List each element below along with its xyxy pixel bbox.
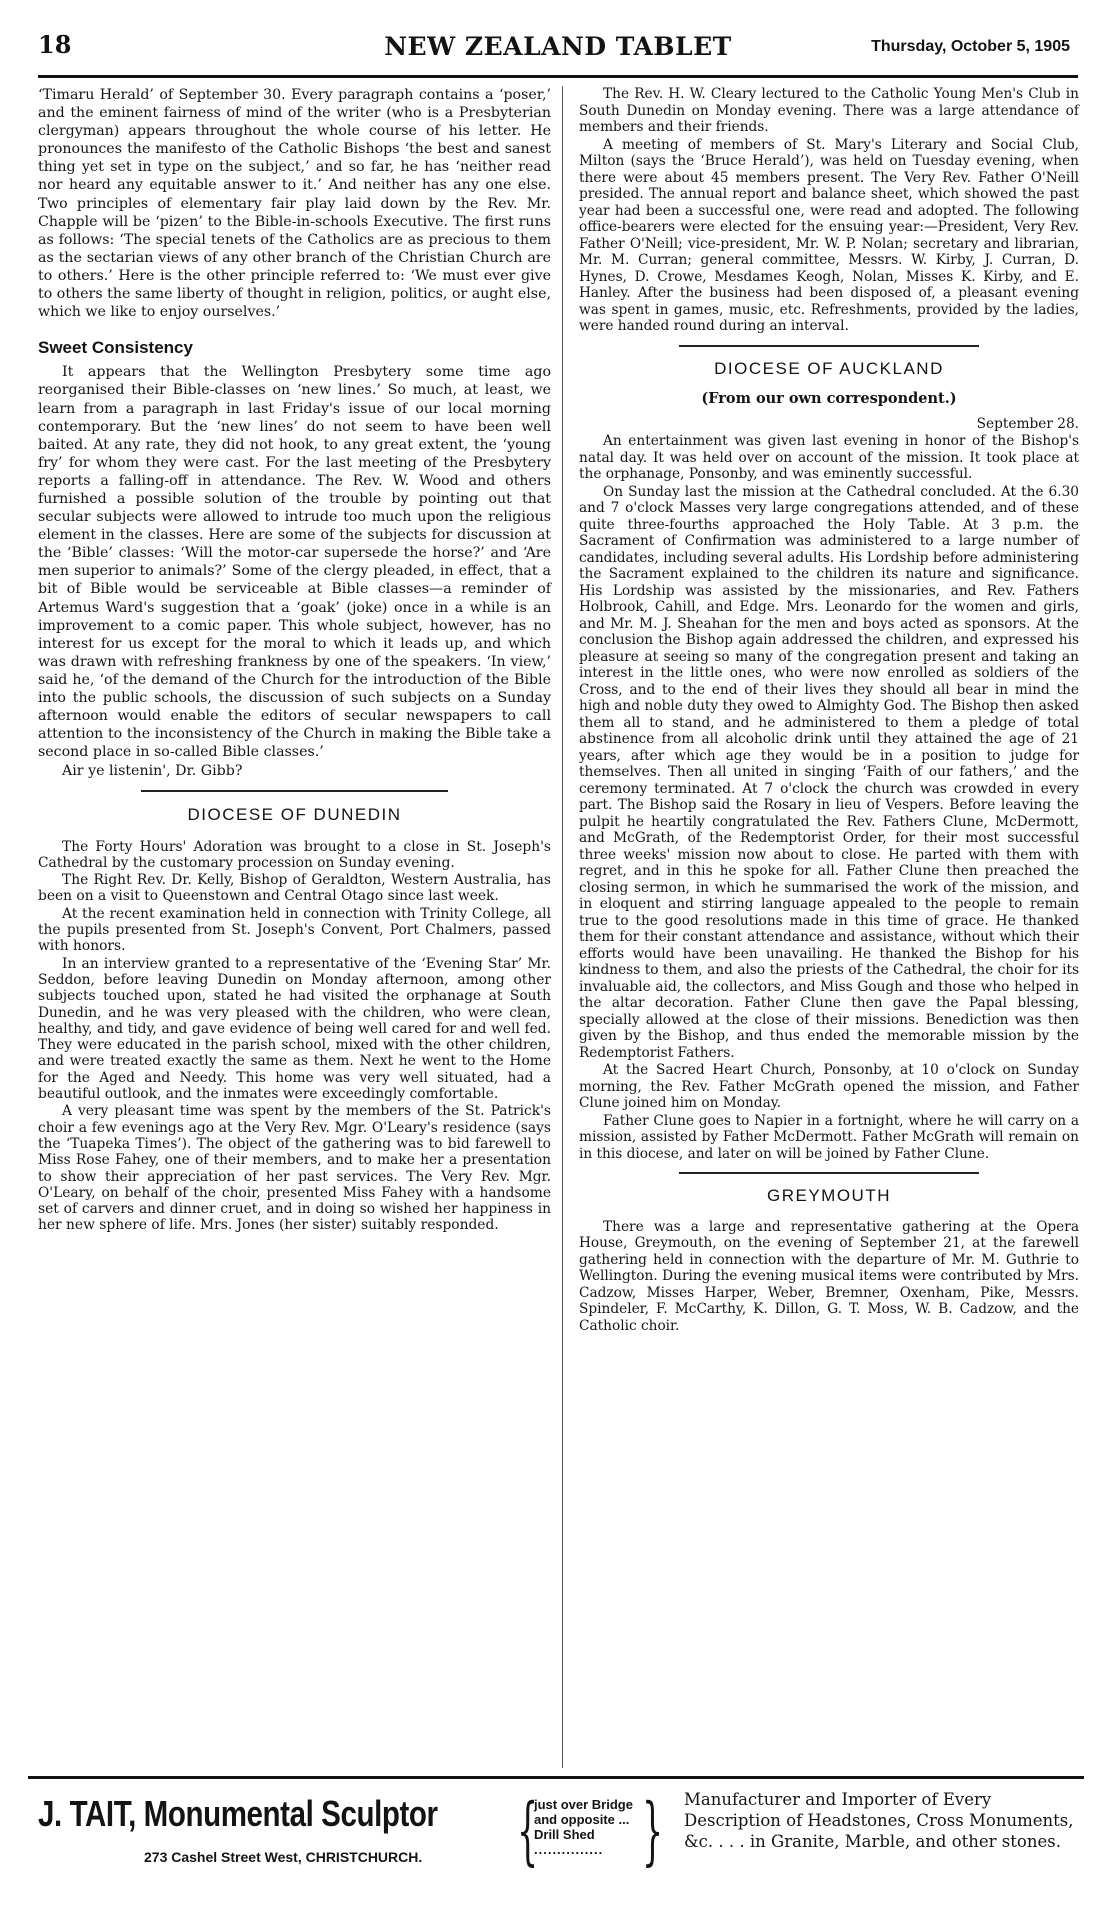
advertiser-address: 273 Cashel Street West, CHRISTCHURCH. [144, 1849, 423, 1865]
milton-club-paragraph: A meeting of members of St. Mary's Literary and Social Club, Milton (says the ‘Bruce Herald’), was held on Tuesday evening, when there were about 45 members present. The Very Rev. Father O'Neill presided. The annual report and balance sheet, which showed the past year had been a successful one, were read and adopted. The following office-bearers were elected for the ensuing year:—President, Very Rev. Father O'Neill; vice-president, Mr. W. P. Nolan; secretary and librarian, Mr. M. Curran; general committee, Messrs. W. Kirby, J. Curran, D. Hynes, D. Crowe, Mesdames Keogh, Nolan, Misses K. Kirby, and E. Hanley. After the business had been disposed of, a pleasant evening was spent in games, music, etc. Refreshments, provided by the ladies, were handed round during an interval. [579, 136, 1079, 334]
left-brace-icon: { [516, 1788, 539, 1874]
page-number: 18 [38, 30, 72, 59]
auckland-paragraph: At the Sacred Heart Church, Ponsonby, at 10 o'clock on Sunday morning, the Rev. Father McGrath opened the mission, and Father Clune joined him on Monday. [579, 1062, 1079, 1111]
location-line: Drill Shed [534, 1827, 595, 1842]
left-column [38, 86, 551, 1235]
newspaper-title: NEW ZEALAND TABLET [384, 32, 732, 61]
location-note [534, 1797, 646, 1857]
auckland-paragraph: On Sunday last the mission at the Cathedral concluded. At the 6.30 and 7 o'clock Masses very large congregations attended, and of these quite three-fourths approached the Holy Table. At 3 p.m. the Sacrament of Confirmation was administered to a large number of candidates, including several adults. His Lordship before administering the Sacrament explained to the children its nature and significance. His Lordship was assisted by the missionaries, and Rev. Fathers Holbrook, Cahill, and Edge. Mrs. Leonardo for the women and girls, and Mr. M. J. Sheahan for the men and boys acted as sponsors. At the conclusion the Bishop again addressed the children, and expressed his pleasure at seeing so many of the congregation present and taking an interest in the little ones, who were now enrolled as soldiers of the Cross, and to the end of their lives they should all bear in mind the high and noble duty they owed to Almighty God. The Bishop then asked them all to stand, and he administered to them a pledge of total abstinence from all alcoholic drink until they attained the age of 21 years, after which age they would be in a position to judge for themselves. Then all united in singing ‘Faith of our fathers,’ and the ceremony terminated. At 7 o'clock the church was crowded in every part. The Bishop said the Rosary in lieu of Vespers. Before leaving the pulpit he heartily congratulated the Rev. Fathers Clune, McDermott, and McGrath, of the Redemptorist Order, for their most successful three weeks' mission now about to close. He parted with them with regret, and in this he spoke for all. Father Clune then preached the closing sermon, in which he summarised the work of the mission, and in eloquent and stirring language appealed to the people to remain true to the good resolutions made in this time of grace. He thanked them for their constant attendance and assistance, without which their efforts would have been unavailing. He thanked the Bishop for his kindness to them, and also the priests of the Cathedral, the choir for its invaluable aid, the collectors, and Miss Gough and those who helped in the altar decoration. Father Clune then gave the Papal blessing, specially allowed at the close of their missions. Benediction was then given by the Bishop, and thus ended the memorable mission by the Redemptorist Fathers. [579, 483, 1079, 1061]
masthead [38, 18, 1078, 78]
issue-date: Thursday, October 5, 1905 [871, 38, 1070, 55]
auckland-paragraph: Father Clune goes to Napier in a fortnight, where he will carry on a mission, assisted by Father McDermott. Father McGrath will remain on in this diocese, and later on will be joined by Father Clune. [579, 1112, 1079, 1162]
dunedin-paragraph: In an interview granted to a representative of the ‘Evening Star’ Mr. Seddon, before leaving Dunedin on Monday afternoon, among other subjects touched upon, stated he had visited the orphanage at South Dunedin, and he was very pleased with the children, who were clean, healthy, and tidy, and gave evidence of being well cared for and well fed. They were educated in the parish school, mixed with the other children, and were treated exactly the same as them. Next he went to the Home for the Aged and Needy. This home was very well situated, had a beautiful outlook, and the inmates were exceedingly comfortable. [38, 955, 551, 1103]
section-divider [679, 1172, 979, 1174]
advertisement [28, 1776, 1084, 1886]
right-brace-icon: } [641, 1788, 664, 1874]
auckland-byline: (From our own correspondent.) [701, 390, 957, 407]
intro-paragraph: ‘Timaru Herald’ of September 30. Every paragraph contains a ‘poser,’ and the eminent fairness of mind of the writer (who is a Presbyterian clergyman) appears throughout the whole course of his letter. He pronounces the manifesto of the Catholic Bishops ‘the best and sanest thing yet set in type on the subject,’ and so far, he has ‘neither read nor heard any equitable answer to it.’ And neither has any one else. Two principles of elementary fair play laid down by the Rev. Mr. Chapple will be ‘pizen’ to the Bible-in-schools Executive. The first runs as follows: ‘The special tenets of the Catholics are as precious to them as the sectarian views of any other branch of the Christian Church are to others.’ Here is the other principle referred to: ‘We must ever give to others the same liberty of thought in religion, politics, or aught else, which we like to enjoy ourselves.’ [38, 87, 551, 321]
location-brace [510, 1788, 670, 1874]
location-line: just over Bridge [534, 1797, 633, 1812]
cleary-paragraph: The Rev. H. W. Cleary lectured to the Catholic Young Men's Club in South Dunedin on Monday evening. There was a large attendance of members and their friends. [579, 86, 1079, 135]
auckland-paragraph: An entertainment was given last evening in honor of the Bishop's natal day. It was held over on account of the mission. It took place at the orphanage, Ponsonby, and was eminently successful. [579, 433, 1079, 482]
dunedin-paragraph: The Forty Hours' Adoration was brought to a close in St. Joseph's Cathedral by the customary procession on Sunday evening. [38, 838, 551, 871]
dunedin-paragraph: A very pleasant time was spent by the members of the St. Patrick's choir a few evenings ago at the Very Rev. Mgr. O'Leary's residence (says the ‘Tuapeka Times’). The object of the gathering was to bid farewell to Miss Rose Fahey, one of their members, and to make her a presentation to show their appreciation of her past services. The Very Rev. Mgr. O'Leary, on behalf of the choir, presented Miss Fahey with a handsome set of carvers and dinner cruet, and in doing so wished her happiness in her new sphere of life. Mrs. Jones (her sister) suitably responded. [38, 1103, 551, 1234]
greymouth-heading: GREYMOUTH [767, 1186, 891, 1205]
section-divider [141, 790, 449, 792]
sweet-consistency-heading: Sweet Consistency [38, 338, 193, 358]
consistency-paragraph: It appears that the Wellington Presbytery some time ago reorganised their Bible-classes on ‘new lines.’ So much, at least, we learn from a paragraph in last Friday's issue of our local morning contemporary. But the ‘new lines’ do not seem to have been well baited. At any rate, they did not hook, to any great extent, the ‘young fry’ for whom they were cast. For the last meeting of the Presbytery reports a falling-off in attendance. The Rev. W. Wood and others furnished a possible solution of the trouble by pointing out that secular subjects were allowed to intrude too much upon the religious element in the classes. Here are some of the subjects for discussion at the ‘Bible’ classes: ‘Will the motor-car supersede the horse?’ and ‘Are men superior to animals?’ Some of the clergy pleaded, in effect, that a bit of Bible would be serviceable at Bible classes—a reminder of Artemus Ward's suggestion that a ‘goak’ (joke) once in a while is an improvement to a comic paper. This whole subject, however, has no interest for us except for the moral to which it leads up, and which was drawn with refreshing frankness by one of the speakers. ‘In view,’ said he, ‘of the demand of the Church for the introduction of the Bible into the public schools, the discussion of such subjects on a Sunday afternoon would enable the editors of secular newspapers to call attention to the inconsistency of the Church in making the Bible take a second place in so-called Bible classes.’ [38, 364, 551, 761]
dunedin-paragraph: The Right Rev. Dr. Kelly, Bishop of Geraldton, Western Australia, has been on a visit to Queenstown and Central Otago since last week. [38, 872, 551, 905]
auckland-dateline: September 28. [976, 415, 1079, 432]
greymouth-paragraph: There was a large and representative gathering at the Opera House, Greymouth, on the evening of September 21, at the farewell gathering held in connection with the departure of Mr. M. Guthrie to Wellington. During the evening musical items were contributed by Mrs. Cadzow, Misses Harper, Weber, Bremner, Oxenham, Pike, Messrs. Spindeler, F. McCarthy, K. Dillon, G. T. Moss, W. B. Cadzow, and the Catholic choir. [579, 1218, 1079, 1334]
column-divider [562, 86, 563, 1768]
dunedin-section [38, 839, 551, 1234]
section-divider [679, 345, 979, 347]
consistency-closing: Air ye listenin', Dr. Gibb? [62, 763, 243, 780]
right-column [579, 86, 1079, 1335]
location-dots: ............... [534, 1842, 604, 1857]
dunedin-heading: DIOCESE OF DUNEDIN [187, 805, 402, 825]
advertiser-name: J. TAIT, Monumental Sculptor [38, 1793, 438, 1834]
advert-description: Manufacturer and Importer of Every Description of Headstones, Cross Monuments, &c. . . . in Granite, Marble, and other stones. [684, 1790, 1074, 1851]
location-line: and opposite ... [534, 1812, 630, 1827]
auckland-heading: DIOCESE OF AUCKLAND [714, 358, 944, 378]
dunedin-paragraph: At the recent examination held in connection with Trinity College, all the pupils presented from St. Joseph's Convent, Port Chalmers, passed with honors. [38, 905, 551, 955]
